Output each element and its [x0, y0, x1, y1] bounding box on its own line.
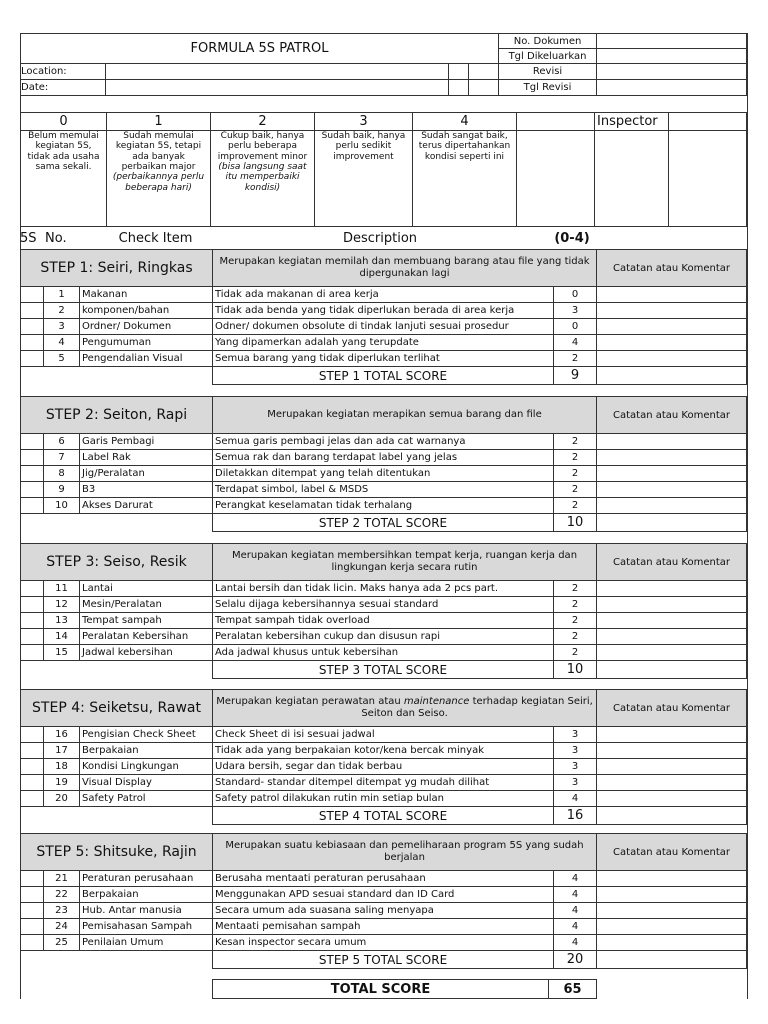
score-cell[interactable]: 0 — [554, 287, 597, 303]
item-description: Yang dipamerkan adalah yang terupdate — [213, 335, 554, 351]
item-number: 7 — [44, 450, 80, 466]
col-check-item: Check Item — [118, 230, 193, 246]
comment-cell[interactable] — [597, 935, 747, 951]
form-title: FORMULA 5S PATROL — [21, 34, 499, 64]
table-row — [21, 434, 747, 450]
check-item: komponen/bahan — [80, 303, 213, 319]
table-row — [21, 351, 747, 367]
table-row — [21, 450, 747, 466]
item-description: Lantai bersih dan tidak licin. Maks hanya ada 2 pcs part. — [213, 581, 554, 597]
comment-cell[interactable] — [597, 791, 747, 807]
table-row — [21, 919, 747, 935]
comment-cell[interactable] — [597, 727, 747, 743]
comment-cell[interactable] — [597, 466, 747, 482]
score-cell[interactable]: 2 — [554, 645, 597, 661]
comment-cell[interactable] — [597, 498, 747, 514]
step-description: Merupakan kegiatan merapikan semua barang dan file — [213, 397, 597, 434]
comment-cell[interactable] — [597, 759, 747, 775]
item-description: Safety patrol dilakukan rutin min setiap bulan — [213, 791, 554, 807]
score-cell[interactable]: 2 — [554, 597, 597, 613]
item-number: 22 — [44, 887, 80, 903]
check-item: Peralatan Kebersihan — [80, 629, 213, 645]
table-row — [21, 482, 747, 498]
revision-date-label: Tgl Revisi — [499, 80, 597, 96]
item-number: 5 — [44, 351, 80, 367]
check-item: Peraturan perusahaan — [80, 871, 213, 887]
item-description: Semua rak dan barang terdapat label yang jelas — [213, 450, 554, 466]
check-item: Garis Pembagi — [80, 434, 213, 450]
comment-cell[interactable] — [597, 303, 747, 319]
item-description: Standard- standar ditempel ditempat yg mudah dilihat — [213, 775, 554, 791]
item-description: Ada jadwal khusus untuk kebersihan — [213, 645, 554, 661]
comment-cell[interactable] — [597, 434, 747, 450]
check-item: Jig/Peralatan — [80, 466, 213, 482]
issued-date-value[interactable] — [597, 49, 747, 64]
comment-header: Catatan atau Komentar — [597, 397, 747, 434]
comment-cell[interactable] — [597, 335, 747, 351]
check-item: Berpakaian — [80, 887, 213, 903]
level-0-desc: Belum memulai kegiatan 5S, tidak ada usaha sama sekali. — [21, 131, 107, 227]
item-number: 17 — [44, 743, 80, 759]
item-number: 16 — [44, 727, 80, 743]
comment-cell[interactable] — [597, 351, 747, 367]
item-number: 6 — [44, 434, 80, 450]
step-total-value: 10 — [554, 661, 597, 679]
score-cell[interactable]: 2 — [554, 629, 597, 645]
item-description: Diletakkan ditempat yang telah ditentukan — [213, 466, 554, 482]
item-description: Menggunakan APD sesuai standard dan ID Card — [213, 887, 554, 903]
item-number: 18 — [44, 759, 80, 775]
comment-cell[interactable] — [597, 450, 747, 466]
step-title: STEP 4: Seiketsu, Rawat — [21, 690, 213, 727]
check-item: Pengendalian Visual — [80, 351, 213, 367]
score-cell[interactable]: 4 — [554, 887, 597, 903]
score-cell[interactable]: 2 — [554, 450, 597, 466]
revision-label: Revisi — [499, 64, 597, 80]
check-item: Berpakaian — [80, 743, 213, 759]
score-cell[interactable]: 2 — [554, 613, 597, 629]
score-cell[interactable]: 2 — [554, 434, 597, 450]
step-3-table — [20, 543, 747, 679]
step-description: Merupakan kegiatan memilah dan membuang barang atau file yang tidak dipergunakan lagi — [213, 250, 597, 287]
check-item: Kondisi Lingkungan — [80, 759, 213, 775]
step-description: Merupakan suatu kebiasaan dan pemeliharaan program 5S yang sudah berjalan — [213, 834, 597, 871]
comment-cell[interactable] — [597, 919, 747, 935]
inspector-signature-2[interactable] — [669, 131, 747, 227]
item-description: Terdapat simbol, label & MSDS — [213, 482, 554, 498]
comment-cell[interactable] — [597, 871, 747, 887]
table-row — [21, 629, 747, 645]
comment-cell[interactable] — [597, 613, 747, 629]
step-5-table — [20, 833, 747, 969]
item-number: 15 — [44, 645, 80, 661]
score-cell[interactable]: 3 — [554, 775, 597, 791]
comment-header: Catatan atau Komentar — [597, 834, 747, 871]
table-row — [21, 466, 747, 482]
comment-cell[interactable] — [597, 629, 747, 645]
check-item: Hub. Antar manusia — [80, 903, 213, 919]
score-cell[interactable]: 4 — [554, 935, 597, 951]
item-description: Secara umum ada suasana saling menyapa — [213, 903, 554, 919]
table-row — [21, 903, 747, 919]
table-row — [21, 498, 747, 514]
check-item: Makanan — [80, 287, 213, 303]
comment-header: Catatan atau Komentar — [597, 690, 747, 727]
inspector-signature-1[interactable] — [595, 131, 669, 227]
legend-table — [20, 112, 747, 227]
revision-date-value[interactable] — [597, 80, 747, 96]
comment-cell[interactable] — [597, 597, 747, 613]
step-total-label: STEP 3 TOTAL SCORE — [213, 661, 554, 679]
comment-cell[interactable] — [597, 581, 747, 597]
score-cell[interactable]: 2 — [554, 498, 597, 514]
table-row — [21, 581, 747, 597]
comment-cell[interactable] — [597, 887, 747, 903]
check-item: Pemisahasan Sampah — [80, 919, 213, 935]
location-field[interactable] — [106, 64, 449, 80]
level-1-score: 1 — [107, 113, 211, 131]
item-number: 1 — [44, 287, 80, 303]
table-row — [21, 727, 747, 743]
item-number: 3 — [44, 319, 80, 335]
col-5s: 5S — [20, 230, 37, 246]
grand-total-label: TOTAL SCORE — [213, 980, 549, 999]
grand-total-table — [212, 979, 597, 999]
item-number: 4 — [44, 335, 80, 351]
item-number: 20 — [44, 791, 80, 807]
step-4-table — [20, 689, 747, 825]
table-row — [21, 759, 747, 775]
check-item: Safety Patrol — [80, 791, 213, 807]
check-item: Mesin/Peralatan — [80, 597, 213, 613]
level-4-desc: Sudah sangat baik, terus dipertahankan kondisi seperti ini — [413, 131, 517, 227]
doc-number-label: No. Dokumen — [499, 34, 597, 49]
item-description: Tidak ada yang berpakaian kotor/kena bercak minyak — [213, 743, 554, 759]
score-cell[interactable]: 2 — [554, 581, 597, 597]
item-number: 13 — [44, 613, 80, 629]
score-cell[interactable]: 4 — [554, 903, 597, 919]
score-cell[interactable]: 2 — [554, 482, 597, 498]
step-title: STEP 1: Seiri, Ringkas — [21, 250, 213, 287]
item-description: Tidak ada benda yang tidak diperlukan berada di area kerja — [213, 303, 554, 319]
step-total-value: 20 — [554, 951, 597, 969]
item-number: 25 — [44, 935, 80, 951]
item-description: Tidak ada makanan di area kerja — [213, 287, 554, 303]
step-title: STEP 2: Seiton, Rapi — [21, 397, 213, 434]
score-cell[interactable]: 4 — [554, 791, 597, 807]
score-cell[interactable]: 2 — [554, 466, 597, 482]
comment-cell[interactable] — [597, 903, 747, 919]
table-row — [21, 743, 747, 759]
item-number: 11 — [44, 581, 80, 597]
step-total-value: 10 — [554, 514, 597, 532]
check-item: Tempat sampah — [80, 613, 213, 629]
issued-date-label: Tgl Dikeluarkan — [499, 49, 597, 64]
date-label: Date: — [21, 80, 106, 96]
location-label: Location: — [21, 64, 106, 80]
doc-number-value[interactable] — [597, 34, 747, 49]
item-description: Tempat sampah tidak overload — [213, 613, 554, 629]
level-0-score: 0 — [21, 113, 107, 131]
item-number: 10 — [44, 498, 80, 514]
step-title: STEP 3: Seiso, Resik — [21, 544, 213, 581]
table-row — [21, 319, 747, 335]
level-4-score: 4 — [413, 113, 517, 131]
level-3-desc: Sudah baik, hanya perlu sedikit improvement — [315, 131, 413, 227]
score-cell[interactable]: 3 — [554, 727, 597, 743]
comment-cell[interactable] — [597, 287, 747, 303]
level-3-score: 3 — [315, 113, 413, 131]
table-row — [21, 887, 747, 903]
comment-cell[interactable] — [597, 645, 747, 661]
score-cell[interactable]: 2 — [554, 351, 597, 367]
step-2-table — [20, 396, 747, 532]
item-description: Check Sheet di isi sesuai jadwal — [213, 727, 554, 743]
check-item: Visual Display — [80, 775, 213, 791]
col-score-range: (0-4) — [554, 230, 590, 246]
score-cell[interactable]: 3 — [554, 303, 597, 319]
check-item: Lantai — [80, 581, 213, 597]
check-item: Pengisian Check Sheet — [80, 727, 213, 743]
score-cell[interactable]: 0 — [554, 319, 597, 335]
inspector-label: Inspector — [595, 113, 669, 131]
score-cell[interactable]: 3 — [554, 743, 597, 759]
step-total-label: STEP 5 TOTAL SCORE — [213, 951, 554, 969]
check-item: Penilaian Umum — [80, 935, 213, 951]
item-number: 23 — [44, 903, 80, 919]
step-1-table — [20, 249, 747, 385]
check-item: Ordner/ Dokumen — [80, 319, 213, 335]
col-description: Description — [342, 230, 418, 246]
score-cell[interactable]: 4 — [554, 871, 597, 887]
comment-cell[interactable] — [597, 482, 747, 498]
item-number: 24 — [44, 919, 80, 935]
step-total-value: 16 — [554, 807, 597, 825]
check-item: Label Rak — [80, 450, 213, 466]
item-number: 19 — [44, 775, 80, 791]
check-item: B3 — [80, 482, 213, 498]
item-description: Mentaati pemisahan sampah — [213, 919, 554, 935]
date-field[interactable] — [106, 80, 449, 96]
comment-cell[interactable] — [597, 743, 747, 759]
item-number: 12 — [44, 597, 80, 613]
item-number: 14 — [44, 629, 80, 645]
check-item: Akses Darurat — [80, 498, 213, 514]
level-2-desc: Cukup baik, hanya perlu beberapa improvement minor (bisa langsung saat itu memperbaiki kondisi) — [211, 131, 315, 227]
item-number: 21 — [44, 871, 80, 887]
item-description: Selalu dijaga kebersihannya sesuai standard — [213, 597, 554, 613]
item-description: Semua garis pembagi jelas dan ada cat warnanya — [213, 434, 554, 450]
step-description: Merupakan kegiatan perawatan atau maintenance terhadap kegiatan Seiri, Seiton dan Seiso. — [213, 690, 597, 727]
table-row — [21, 597, 747, 613]
score-cell[interactable]: 4 — [554, 919, 597, 935]
table-row — [21, 645, 747, 661]
comment-header: Catatan atau Komentar — [597, 544, 747, 581]
step-total-value: 9 — [554, 367, 597, 385]
col-no: No. — [45, 230, 67, 246]
check-item: Pengumuman — [80, 335, 213, 351]
item-description: Perangkat keselamatan tidak terhalang — [213, 498, 554, 514]
check-item: Jadwal kebersihan — [80, 645, 213, 661]
comment-header: Catatan atau Komentar — [597, 250, 747, 287]
item-number: 9 — [44, 482, 80, 498]
level-2-score: 2 — [211, 113, 315, 131]
comment-cell[interactable] — [597, 319, 747, 335]
table-row — [21, 791, 747, 807]
item-description: Semua barang yang tidak diperlukan terlihat — [213, 351, 554, 367]
grand-total-value: 65 — [549, 980, 597, 999]
table-row — [21, 303, 747, 319]
item-description: Odner/ dokumen obsolute di tindak lanjuti sesuai prosedur — [213, 319, 554, 335]
item-description: Udara bersih, segar dan tidak berbau — [213, 759, 554, 775]
item-number: 8 — [44, 466, 80, 482]
item-description: Kesan inspector secara umum — [213, 935, 554, 951]
item-description: Peralatan kebersihan cukup dan disusun rapi — [213, 629, 554, 645]
table-row — [21, 287, 747, 303]
level-1-desc: Sudah memulai kegiatan 5S, tetapi ada banyak perbaikan major (perbaikannya perlu beberapa hari) — [107, 131, 211, 227]
step-total-label: STEP 1 TOTAL SCORE — [213, 367, 554, 385]
item-number: 2 — [44, 303, 80, 319]
table-row — [21, 613, 747, 629]
step-title: STEP 5: Shitsuke, Rajin — [21, 834, 213, 871]
step-total-label: STEP 2 TOTAL SCORE — [213, 514, 554, 532]
table-row — [21, 935, 747, 951]
step-description: Merupakan kegiatan membersihkan tempat kerja, ruangan kerja dan lingkungan kerja secara rutin — [213, 544, 597, 581]
table-row — [21, 335, 747, 351]
column-header — [20, 228, 746, 248]
table-row — [21, 871, 747, 887]
score-cell[interactable]: 3 — [554, 759, 597, 775]
table-row — [21, 775, 747, 791]
revision-value[interactable] — [597, 64, 747, 80]
comment-cell[interactable] — [597, 775, 747, 791]
item-description: Berusaha mentaati peraturan perusahaan — [213, 871, 554, 887]
header-table — [20, 33, 747, 96]
step-total-label: STEP 4 TOTAL SCORE — [213, 807, 554, 825]
score-cell[interactable]: 4 — [554, 335, 597, 351]
